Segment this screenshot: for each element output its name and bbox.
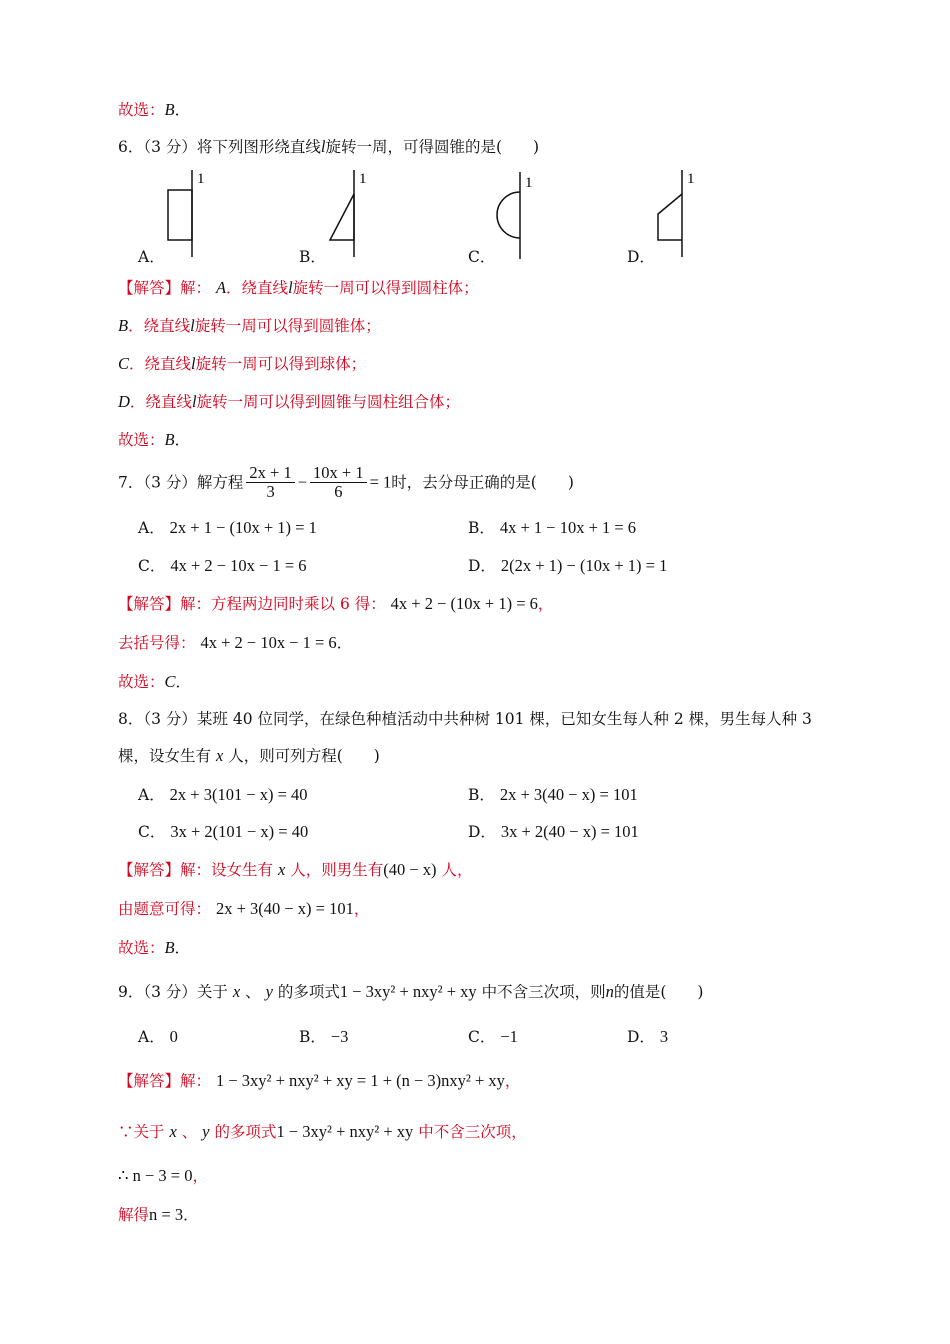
q7-answer [118, 672, 191, 692]
answer-prefix: 故选： [118, 939, 165, 957]
sol-var: l [191, 392, 197, 411]
sol-pre: ．绕直线 [129, 355, 192, 373]
frac2-num: 10x + 1 [310, 464, 367, 483]
frac1-den: 3 [266, 482, 275, 501]
sol-text: 由题意可得： [118, 900, 212, 918]
var-x: x [232, 982, 241, 1001]
q8-option-a [138, 785, 308, 805]
option-label: A． [138, 1028, 165, 1046]
answer-choice: B [164, 100, 175, 119]
option-label: B． [468, 786, 495, 804]
option-label: A． [138, 786, 165, 804]
q8-solution-2 [118, 899, 369, 919]
sol-text: 人，则男生有 [290, 861, 384, 879]
option-label: A． [138, 519, 165, 537]
q9-option-c [468, 1027, 518, 1047]
q7-stem [118, 464, 574, 501]
var-y: y [265, 982, 273, 1001]
option-label: C． [138, 823, 166, 841]
fraction-1 [246, 464, 294, 501]
sol-expr: (40 − x) [383, 860, 437, 879]
q6-solution-b [118, 316, 381, 336]
sol-pre: ．绕直线 [129, 393, 192, 411]
sol-opt: C [118, 354, 130, 373]
sol-expr: 1 − 3xy² + nxy² + xy = 1 + (n − 3)nxy² + xy [215, 1071, 505, 1090]
q9-solution-2 [118, 1122, 527, 1142]
q8-stem-line1: 8．（3 分）某班 40 位同学，在绿色种植活动中共种树 101 棵，已知女生每人种 2 棵，男生每人种 3 [118, 710, 812, 728]
q5-answer [118, 100, 190, 120]
q8-option-d [468, 822, 639, 842]
q6-answer [118, 430, 190, 450]
axis-label-d: 1 [687, 171, 695, 187]
equals-one: = 1 [369, 472, 392, 492]
q9-stem [118, 982, 703, 1002]
answer-choice: B [164, 938, 175, 957]
stem-text: 9．（3 分）关于 [118, 983, 228, 1001]
solution-head: 【解答】解： [118, 279, 212, 297]
sol-var: l [190, 316, 195, 335]
sol-pre: ．绕直线 [128, 317, 191, 335]
sol-opt: A [215, 278, 227, 297]
sol-expr: 4x + 2 − (10x + 1) = 6 [390, 594, 538, 613]
sol-expr: n = 3 [149, 1205, 184, 1224]
sol-text: 旋转一周可以得到圆柱体； [292, 279, 479, 297]
sol-end: ， [537, 595, 554, 613]
q8-solution-1 [118, 860, 473, 880]
q7-option-b [468, 518, 636, 538]
q6-stem [118, 137, 539, 157]
sol-opt: D [118, 392, 130, 411]
sol-end: ． [183, 1206, 199, 1224]
option-label: C． [468, 1028, 496, 1046]
sol-end: ， [192, 1167, 208, 1185]
q8-option-c [138, 822, 308, 842]
answer-prefix: 故选： [118, 673, 165, 691]
stem-text: 的多项式 [277, 983, 340, 1001]
q9-solution-4 [118, 1205, 199, 1225]
q6-solution-d [118, 392, 460, 412]
sol-var: l [191, 354, 196, 373]
q7-stem-text: 7．（3 分）解方程 [118, 473, 244, 492]
sol-text: 方程两边同时乘以 6 得： [211, 595, 386, 613]
option-value: 3 [659, 1027, 669, 1046]
stem-text: 棵，设女生有 [118, 747, 212, 765]
fraction-2 [310, 464, 367, 501]
solution-head: 【解答】解： [118, 861, 212, 879]
option-expr: 3x + 2(40 − x) = 101 [500, 822, 639, 841]
var-y: y [202, 1122, 210, 1141]
sol-text: 旋转一周可以得到圆锥与圆柱组合体； [196, 393, 461, 411]
sol-text: 去括号得： [118, 634, 196, 652]
sol-text: 旋转一周可以得到圆锥体； [194, 317, 381, 335]
answer-choice: C [164, 672, 176, 691]
sol-opt: B [118, 316, 129, 335]
figure-b [327, 170, 377, 269]
sol-text: ∵关于 [118, 1123, 165, 1141]
q7-option-a [138, 518, 317, 538]
option-expr: 4x + 2 − 10x − 1 = 6 [170, 556, 307, 575]
q7-stem-tail: 时，去分母正确的是( ) [391, 473, 574, 492]
answer-suffix: ． [174, 939, 191, 957]
sol-end: ． [336, 634, 353, 652]
var-n: n [605, 982, 614, 1001]
sol-var: l [288, 278, 293, 297]
q6-option-a: A． [138, 248, 165, 266]
answer-prefix: 故选： [118, 431, 165, 449]
option-value: −3 [330, 1027, 349, 1046]
var-x: x [169, 1122, 177, 1141]
q6-stem-tail: 旋转一周，可得圆锥的是( ) [325, 138, 540, 156]
option-expr: 2x + 3(101 − x) = 40 [169, 785, 308, 804]
sol-text: 人， [441, 861, 473, 879]
sol-text: 的多项式 [214, 1123, 277, 1141]
option-label: D． [468, 557, 496, 575]
sol-text: 旋转一周可以得到球体； [195, 355, 367, 373]
q8-stem-line2 [118, 746, 380, 766]
sol-end: ， [353, 900, 370, 918]
option-expr: 2(2x + 1) − (10x + 1) = 1 [500, 556, 668, 575]
figure-c [493, 172, 543, 271]
q9-solution-1 [118, 1071, 520, 1091]
sol-text: 解得 [118, 1206, 150, 1224]
q6-stem-text: 6．（3 分）将下列图形绕直线 [118, 138, 321, 156]
sol-pre: ．绕直线 [226, 279, 289, 297]
option-label: C． [138, 557, 166, 575]
q6-option-b: B． [299, 248, 326, 266]
option-expr: 3x + 2(101 − x) = 40 [170, 822, 309, 841]
q7-solution-1 [118, 594, 553, 614]
answer-suffix: ． [174, 431, 191, 449]
answer-prefix: 故选： [118, 101, 165, 119]
solution-head: 【解答】解： [118, 595, 212, 613]
stem-text: 中不含三次项，则 [481, 983, 606, 1001]
q9-option-d [627, 1027, 668, 1047]
q7-option-c [138, 556, 307, 576]
sol-var: x [277, 860, 286, 879]
q6-option-c: C． [468, 248, 496, 266]
option-label: B． [299, 1028, 326, 1046]
axis-label-a: 1 [197, 171, 205, 187]
sol-expr: 2x + 3(40 − x) = 101 [215, 899, 354, 918]
answer-suffix: ． [175, 673, 192, 691]
option-expr: 2x + 1 − (10x + 1) = 1 [169, 518, 317, 537]
q6-solution-c [118, 354, 366, 374]
axis-label-b: 1 [359, 171, 367, 187]
option-value: 0 [169, 1027, 178, 1046]
separator: 、 [245, 983, 261, 1001]
option-label: B． [468, 519, 495, 537]
q8-option-b [468, 785, 638, 805]
q9-option-b [299, 1027, 348, 1047]
q9-solution-3 [118, 1166, 208, 1186]
q6-stem-var: l [320, 137, 326, 156]
sol-expr: ∴ n − 3 = 0 [118, 1166, 193, 1185]
separator: 、 [181, 1123, 198, 1141]
polynomial: 1 − 3xy² + nxy² + xy [339, 982, 477, 1001]
option-expr: 4x + 1 − 10x + 1 = 6 [499, 518, 637, 537]
minus-sign: − [297, 472, 308, 492]
q7-option-d [468, 556, 667, 576]
option-value: −1 [500, 1027, 518, 1046]
q9-option-a [138, 1027, 178, 1047]
sol-end: ， [504, 1072, 521, 1090]
frac1-num: 2x + 1 [246, 464, 294, 483]
figure-a [165, 170, 215, 269]
axis-label-c: 1 [525, 175, 533, 191]
figure-d [655, 170, 705, 269]
stem-tail: 的值是( ) [613, 983, 704, 1001]
option-label: D． [468, 823, 496, 841]
polynomial: 1 − 3xy² + nxy² + xy [276, 1122, 414, 1141]
answer-choice: B [164, 430, 175, 449]
sol-text: 设女生有 [211, 861, 274, 879]
sol-text: 中不含三次项， [418, 1123, 527, 1141]
q7-solution-2 [118, 633, 352, 653]
option-label: D． [627, 1028, 655, 1046]
q8-answer [118, 938, 190, 958]
q6-solution-a [118, 278, 479, 298]
q6-option-d: D． [627, 248, 655, 266]
stem-tail: 人，则可列方程( ) [228, 747, 380, 765]
frac2-den: 6 [334, 482, 343, 501]
solution-head: 【解答】解： [118, 1072, 212, 1090]
stem-var: x [215, 746, 224, 765]
sol-expr: 4x + 2 − 10x − 1 = 6 [200, 633, 337, 652]
answer-suffix: ． [174, 101, 191, 119]
option-expr: 2x + 3(40 − x) = 101 [499, 785, 638, 804]
